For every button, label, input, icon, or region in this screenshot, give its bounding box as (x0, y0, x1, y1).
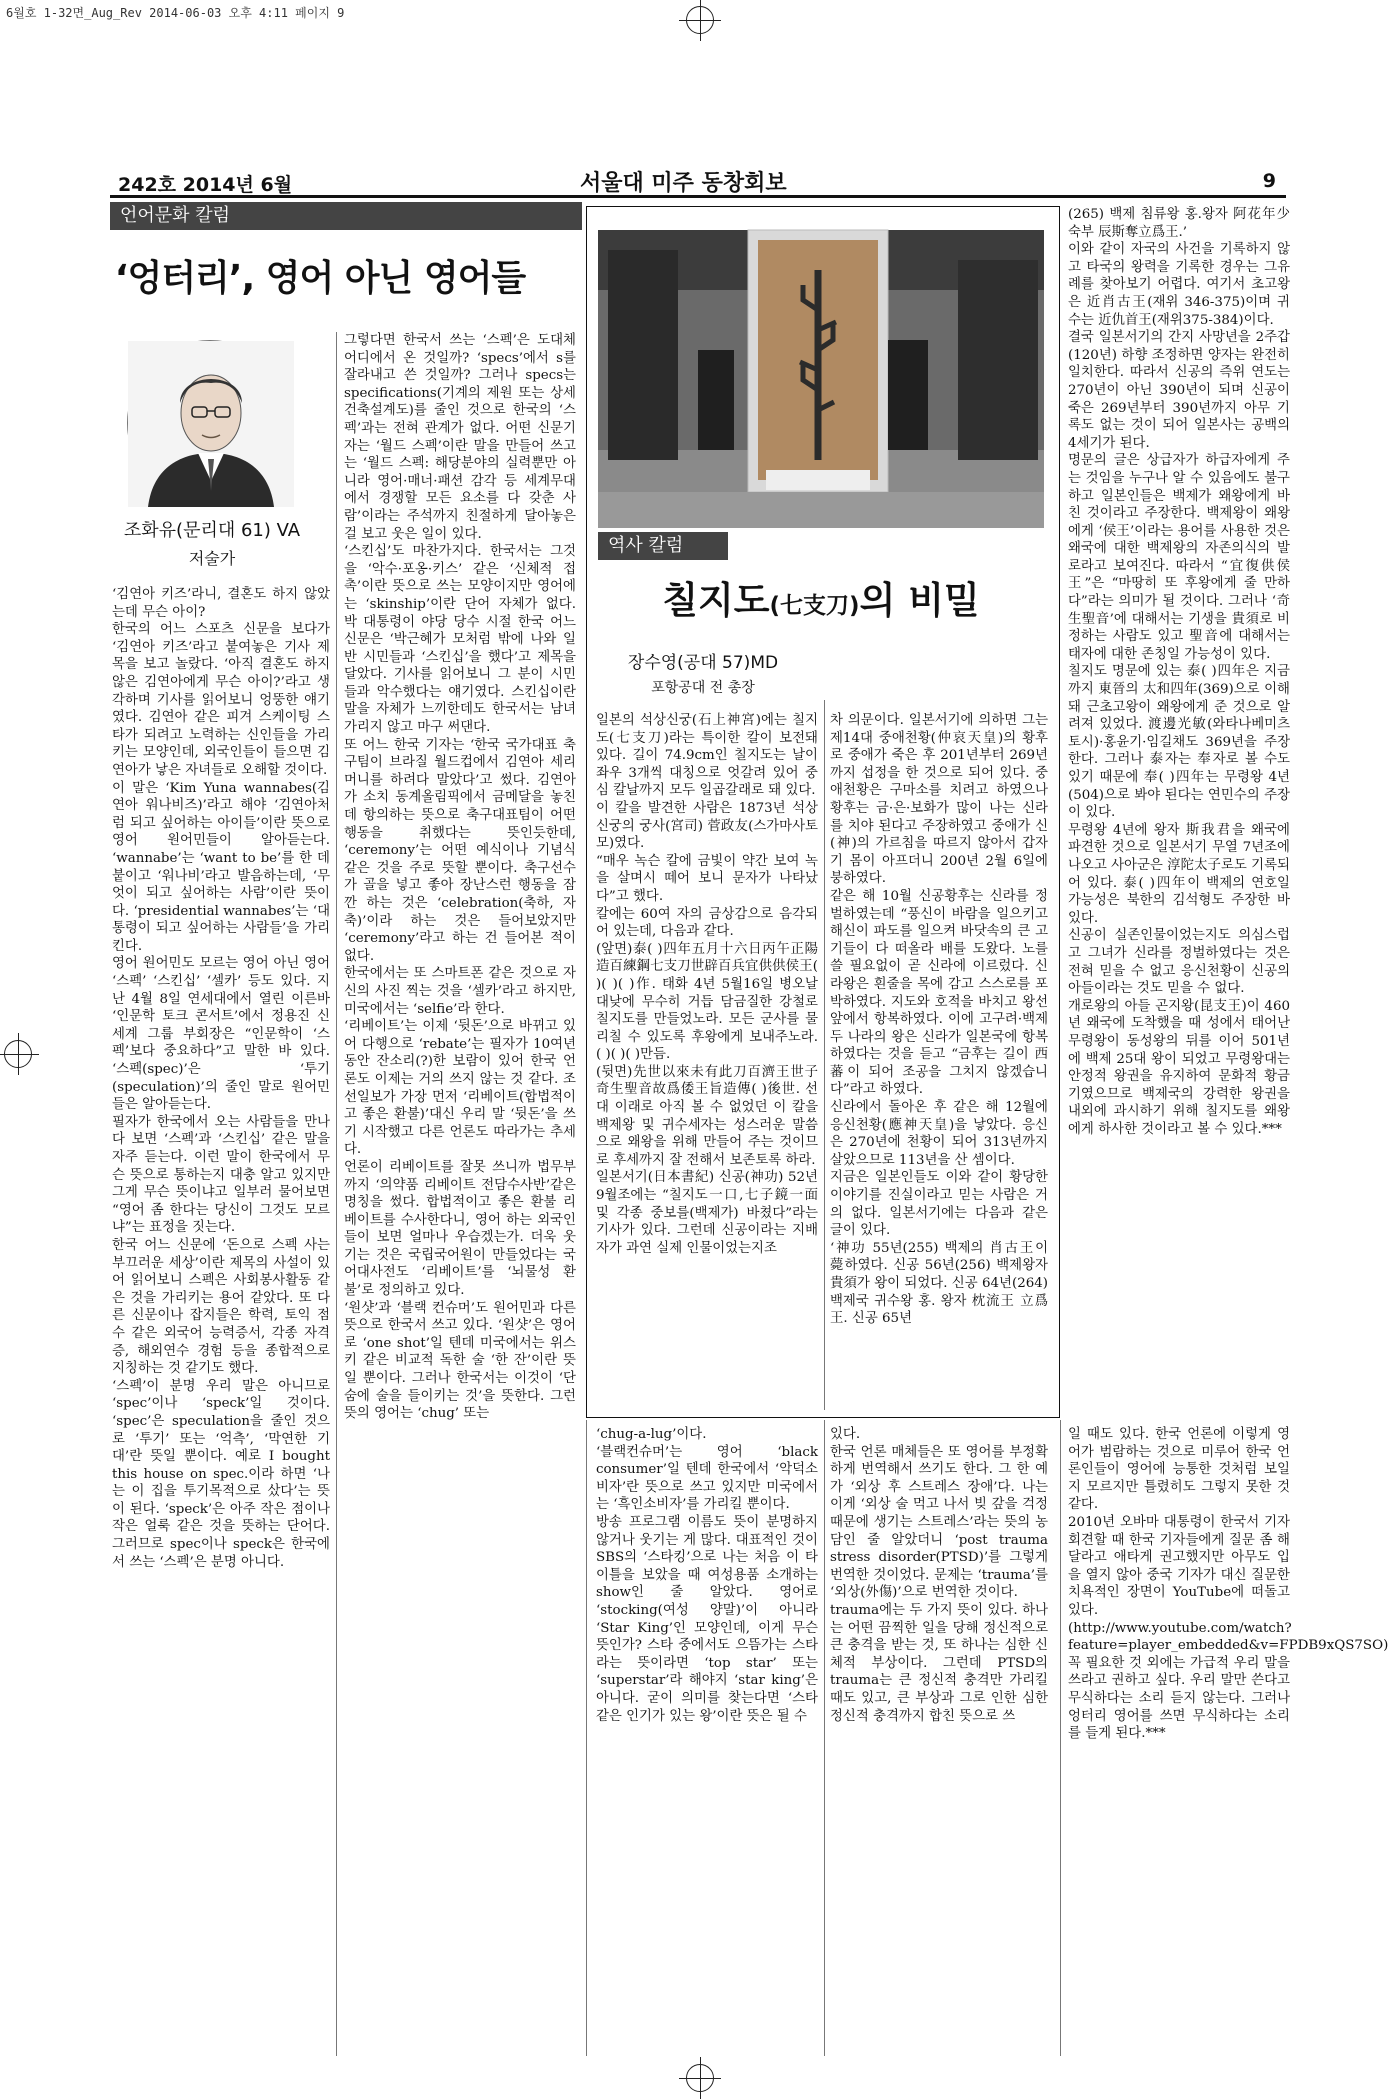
article2-byline (598, 648, 808, 697)
section-label-language: 언어문화 칼럼 (110, 202, 582, 230)
section-label-history: 역사 칼럼 (598, 532, 728, 560)
column-divider (586, 1420, 587, 2056)
article2-column-3: (265) 백제 침류왕 홍.왕자 阿花年少 숙부 辰斯奪立爲王.’ 이와 같이 자국의 사건을 기록하지 않고 타국의 왕력을 기록한 경우는 그유례를 찾아보기 어렵다. 여기서 초고왕은 近肖古王(재위 346-375)이며 귀수는 近仇首王(재위375-384)이다. 결국 일본서기의 간지 사망년을 2주갑(120년) 하향 조정하면 양자는 완전히 일치한다. 따라서 신공의 즉위 연도는 270년이 아닌 390년이 되며 신공이 죽은 269년부터 390년까지 아무 기록도 없는 것이 되어 일본사는 공백의 4세기가 된다. 명문의 글은 상급자가 하급자에게 주는 것임을 누구나 알 수 있음에도 불구하고 일본인들은 백제가 왜왕에게 바친 것이라고 주장한다. 백제왕이 왜왕에게 ‘侯王’이라는 용어를 사용한 것은 왜국에 대한 백제왕의 자존의식의 발로라고 보여진다. 따라서 “宜復供侯王”은 “마땅히 또 후왕에게 줄 만하다”라는 의미가 될 것이다. 그러나 ‘奇生聖音’에 대해서는 기생을 貴須로 비정하는 사람도 있고 聖音에 대해서는 태자에 대한 존칭일 가능성이 있다. 칠지도 명문에 있는 泰( )四年은 지금까지 東晉의 太和四年(369)으로 이해돼 근초고왕이 왜왕에게 준 것으로 알려져 있었다. 渡邊光敏(와타나베미츠토시)·홍윤기·임길채도 369년을 주장한다. 그러나 泰자는 奉자로 볼 수도 있기 때문에 奉( )四年는 무령왕 4년(504)으로 봐야 된다는 연민수의 주장이 있다. 무령왕 4년에 왕자 斯我君을 왜국에 파견한 것으로 일본서기 무열 7년조에 나오고 사아군은 淳陀太子로도 기록되어 있다. 泰( )四年이 백제의 연호일 가능성은 북한의 김석형도 주장한 바 있다. 신공이 실존인물이었는지도 의심스럽고 그녀가 신라를 정벌하였다는 것은 전혀 믿을 수 없고 응신천황이 신공의 아들이라는 것도 믿을 수 없다. 개로왕의 아들 곤지왕(昆支王)이 460년 왜국에 도착했을 때 성에서 태어난 무령왕이 동성왕의 뒤를 이어 501년에 백제 25대 왕이 되었고 무령왕대는 안정적 왕권을 유지하여 문화적 황금기였으므로 백제국의 강력한 왕권을 내외에 과시하기 위해 칠지도를 왜왕에게 하사한 것이라고 볼 수 있다.*** (1068, 207, 1290, 1137)
article1-column-5: 일 때도 있다. 한국 언론에 이렇게 영어가 범람하는 것으로 미루어 한국 언론인들이 영어에 능통한 것처럼 보일지 모르지만 틀렸히도 그렇지 못한 것 같다. 2010년 오바마 대통령이 한국서 기자회견할 때 한국 기자들에게 질문 좀 해달라고 애타게 권고했지만 아무도 입을 열지 않아 중국 기자가 대신 질문한 치욕적인 장면이 YouTube에 떠돌고 있다.(http://www.youtube.com/watch?feature=player_embedded&v=FPDB9xQS7SO) 꼭 필요한 것 외에는 가급적 우리 말을 쓰라고 권하고 싶다. 우리 말만 쓴다고 무식하다는 소리 듣지 않는다. 그러나 엉터리 영어를 쓰면 무식하다는 소리를 들게 된다.*** (1068, 1427, 1389, 1742)
article1-author-role: 저술가 (188, 549, 236, 568)
article2-column-2: 차 의문이다. 일본서기에 의하면 그는제14대 중애천황(仲哀天皇)의 황후로 중애가 죽은 후 201년부터 269년까지 섭정을 한 것으로 되어 있다. 중애천황은 구마소를 치려고 하였으나 황후는 금·은·보화가 많이 나는 신라를 치야 된다고 주장하였고 중애가 신(神)의 가르침을 따르지 않아서 갑자기 몸이 아프더니 200년 2월 6일에 붕하였다. 같은 해 10월 신공황후는 신라를 정벌하였는데 “풍신이 바람을 일으키고 해신이 파도를 일으켜 바닷속의 큰 고기들이 다 떠올라 배를 도왔다. 노를 쓸 필요없이 곧 신라에 이르렀다. 신라왕은 흰줄을 목에 감고 스스로를 포박하였다. 지도와 호적을 바치고 왕선 앞에서 항복하였다. 이에 고구려·백제 두 나라의 왕은 신라가 일본국에 항복하였다는 것을 듣고 “금후는 길이 西蕃이 되어 조공을 그치지 않겠습니다”라고 하였다. 신라에서 돌아온 후 같은 해 12월에 응신천황(應神天皇)을 낳았다. 응신은 270년에 천황이 되어 313년까지 살았으므로 113년을 산 셈이다. 지금은 일본인들도 이와 같이 황당한 이야기를 진실이라고 믿는 사람은 거의 없다. 일본서기에는 다음과 같은 글이 있다. ‘神功 55년(255) 백제의 肖古王이 薨하였다. 신공 56년(256) 백제왕자 貴須가 왕이 되었다. 신공 64년(264) 백제국 귀수왕 홍. 왕자 枕流王 立爲王. 신공 65년 (830, 713, 1048, 1327)
column-divider (1060, 1420, 1061, 2056)
page-number: 9 (1262, 170, 1276, 192)
article2-author-role: 포항공대 전 총장 (651, 680, 755, 696)
article1-column-4: 있다. 한국 언론 매체들은 또 영어를 부정확하게 번역해서 쓰기도 한다. 그 한 예가 ‘외상 후 스트레스 장애’다. 나는 이게 ‘외상 술 먹고 나서 빚 갚을 걱정 때문에 생기는 스트레스’라는 뜻의 농담인 줄 알았더니 ‘post trauma stress disorder(PTSD)’를 그렇게 번역한 것이었다. 문제는 ‘trauma’를 ‘외상(外傷)’으로 번역한 것이다. trauma에는 두 가지 뜻이 있다. 하나는 어떤 끔찍한 일을 당해 정신적으로 큰 충격을 받는 것, 또 하나는 심한 신체적 부상이다. 그런데 PTSD의 trauma는 큰 정신적 충격만 가리킬 때도 있고, 큰 부상과 그로 인한 심한 정신적 충격까지 합친 뜻으로 쓰 (830, 1427, 1048, 1724)
article2-title-main: 칠지도 (662, 579, 770, 622)
article1-author: 조화유(문리대 61) VA (123, 520, 301, 541)
seven-branched-sword-photo (598, 230, 1044, 528)
column-divider (824, 1420, 825, 2056)
registration-mark-icon (686, 6, 714, 34)
article2-column-1: 일본의 석상신궁(石上神宮)에는 칠지도(七支刀)라는 특이한 칼이 보전돼 있다. 길이 74.9cm인 칠지도는 날이 좌우 3개씩 대칭으로 엇갈려 있어 중심 칼날까지 모두 일곱갈래로 돼 있다. 이 칼을 발견한 사람은 1873년 석상신궁의 궁사(宮司) 菅政友(스가마사토모)였다. “매우 녹슨 칼에 금빛이 약간 보여 녹을 살며시 떼어 보니 문자가 나타났다”고 했다. 칼에는 60여 자의 금상감으로 음각되어 있는데, 다음과 같다. (앞면)泰( )四年五月十六日丙午正陽造百練鋼七支刀世辟百兵宜供供侯王( )( )( )作. 태화 4년 5월16일 병오날 대낮에 무수히 거듭 담금질한 강철로 칠지도를 만들었노라. 모든 군사를 물리칠 수 있도록 후왕에게 보내주노라. ( )( )( )만듬. (뒷면)先世以來未有此刀百濟王世子奇生聖音故爲倭王旨造傳( )後世. 선대 이래로 아직 볼 수 없었던 이 칼을 백제왕 및 귀수세자는 성스러운 말씀으로 왜왕을 위해 만들어 주는 것이므로 후세까지 잘 전해서 보존토록 하라. 일본서기(日本書紀) 신공(神功) 52년 9월조에는 “칠지도一口,七子鏡一面 및 각종 중보를(백제가) 바쳤다”라는 기사가 있다. 그런데 신공이라는 지배자가 과연 실제 인물이었는지조 (596, 713, 818, 1256)
article1-column-1: ‘김연아 키즈’라니, 결혼도 하지 않았는데 무슨 아이? 한국의 어느 스포츠 신문을 보다가 ‘김연아 키즈’라고 붙여놓은 기사 제목을 보고 놀랐다. ‘아직 결혼도 하지 않은 김연아에게 무슨 아이?’라고 생각하며 기사를 읽어보니 엉뚱한 얘기였다. 김연아 같은 피겨 스케이팅 스타가 되려고 노력하는 신인들을 가리키는 모양인데, 외국인들이 들으면 김연아가 낳은 자녀들로 오해할 것이다. 이 말은 ‘Kim Yuna wannabes(김연아 워나비즈)’라고 해야 ‘김연아처럼 되고 싶어하는 아이들’이란 뜻으로 영어 원어민들이 알아듣는다. ‘wannabe’는 ‘want to be’를 한 데 붙이고 ‘워나비’라고 발음하는데, ‘무엇이 되고 싶어하는 사람’이란 뜻이다. ‘presidential wannabes’는 ‘대통령이 되고 싶어하는 사람들’을 가리킨다. 영어 원어민도 모르는 영어 아닌 영어 ‘스펙’ ‘스킨십’ ‘셀카’ 등도 있다. 지난 4월 8일 연세대에서 열린 이른바 ‘인문학 토크 콘서트’에서 정용진 신세계 그룹 부회장은 “인문학이 ‘스펙’보다 중요하다”고 말한 바 있다. ‘스펙(spec)’은 ‘투기(speculation)’의 줄인 말로 원어민들은 알아듣는다. 필자가 한국에서 오는 사람들을 만나다 보면 ‘스펙’과 ‘스킨십’ 같은 말을 자주 듣는다. 이런 말이 한국에서 무슨 뜻으로 통하는지 대충 알고 있지만 그게 무슨 뜻이냐고 일부러 물어보면 “영어 좀 한다는 당신이 그것도 모르냐”는 표정을 짓는다. 한국 어느 신문에 ‘돈으로 스펙 사는 부끄러운 세상’이란 제목의 사설이 있어 읽어보니 스펙은 사회봉사활동 같은 것을 가리키는 용어 같았다. 또 다른 신문이나 잡지들은 학력, 토익 점수 같은 외국어 능력증서, 각종 자격증, 해외연수 경험 등을 종합적으로 지칭하는 것 같기도 했다. ‘스펙’이 분명 우리 말은 아니므로 ‘spec’이나 ‘speck’일 것이다. ‘spec’은 speculation을 줄인 것으로 ‘투기’ 또는 ‘억측’, ‘막연한 기대’란 뜻일 뿐이다. 예로 I bought this house on spec.이라 하면 ‘나는 이 집을 투기목적으로 샀다’는 뜻이 된다. ‘speck’은 아주 작은 점이나 작은 얼룩 같은 것을 뜻하는 단어다. 그러므로 spec이나 speck은 한국에서 쓰는 ‘스펙’은 분명 아니다. (112, 587, 330, 1570)
article1-title: ‘엉터리’, 영어 아닌 영어들 (114, 258, 526, 299)
article1-byline (112, 516, 312, 569)
print-slug: 6월호 1-32면_Aug_Rev 2014-06-03 오후 4:11 페이지 9 (6, 6, 345, 20)
registration-mark-icon (4, 1040, 32, 1068)
article2-title-hanja: (七支刀) (769, 593, 860, 619)
registration-mark-icon (686, 2064, 714, 2092)
publication-title: 서울대 미주 동창회보 (580, 171, 787, 196)
author-portrait (127, 340, 293, 506)
article1-column-3: ‘chug-a-lug’이다. ‘블랙컨슈머’는 영어 ‘black consumer’일 텐데 한국에서 ‘악덕소비자’란 뜻으로 쓰고 있지만 미국에서는 ‘흑인소비자’를 가리킬 뿐이다. 방송 프로그램 이름도 뜻이 분명하지 않거나 웃기는 게 많다. 대표적인 것이 SBS의 ‘스타킹’으로 나는 처음 이 타이틀을 보았을 때 여성용품 소개하는 show인 줄 알았다. 영어로 ‘stocking(여성 양말)’이 아니라 ‘Star King’인 모양인데, 이게 무슨 뜻인가? 스타 중에서도 으뜸가는 스타라는 뜻이라면 ‘top star’ 또는 ‘superstar’라 해야지 ‘star king’은 아니다. 굳이 의미를 찾는다면 ‘스타 같은 인기가 있는 왕’이란 뜻은 될 수 (596, 1427, 818, 1724)
column-divider (824, 700, 825, 1410)
article2-title-tail: 의 비밀 (859, 579, 980, 622)
article1-column-2: 그렇다면 한국서 쓰는 ‘스펙’은 도대체 어디에서 온 것일까? ‘specs’에서 s를 잘라내고 쓴 것일까? 그러나 specs는 specifications(기계의 제원 또는 상세 건축설계도)를 줄인 것으로 한국의 ‘스펙’과는 전혀 관계가 없다. 어떤 신문기자는 ‘월드 스펙’이란 말을 만들어 쓰고는 ‘월드 스펙: 해당분야의 실력뿐만 아니라 영어·매너·패션 감각 등 세계무대에서 경쟁할 모든 요소를 다 갖춘 사람’이라는 주석까지 친절하게 달아놓은 걸 보고 웃은 일이 있다. ‘스킨십’도 마찬가지다. 한국서는 그것을 ‘악수·포옹·키스’ 같은 ‘신체적 접촉’이란 뜻으로 쓰는 모양이지만 영어에는 ‘skinship’이란 단어 자체가 없다. 박 대통령이 야당 당수 시절 한국 어느 신문은 ‘박근혜가 모처럼 밖에 나와 일반 시민들과 ‘스킨십’을 했다’고 제목을 달았다. 기사를 읽어보니 그 분이 시민들과 악수했다는 얘기였다. 스킨십이란 말을 자체가 느끼한데도 한국서는 남녀 가리지 않고 마구 써댄다. 또 어느 한국 기자는 ‘한국 국가대표 축구팀이 브라질 월드컵에서 김연아 세리머니를 하려다 말았다’고 썼다. 김연아가 소치 동계올림픽에서 금메달을 놓친데 항의하는 뜻으로 축구대표팀이 어떤 행동을 취했다는 뜻인듯한데, ‘ceremony’는 어떤 예식이나 기념식 같은 것을 주로 뜻할 뿐이다. 축구선수가 골을 넣고 좋아 장난스런 행동을 잠깐 하는 것은 ‘celebration(축하, 자축)’이라 하는 것은 들어보았지만 ‘ceremony’라고 하는 건 들어본 적이 없다. 한국에서는 또 스마트폰 같은 것으로 자신의 사진 찍는 것을 ‘셀카’라고 하지만, 미국에서는 ‘selfie’라 한다. ‘리베이트’는 이제 ‘뒷돈’으로 바뀌고 있어 다행으로 ‘rebate’는 필자가 10여년 동안 잔소리(?)한 보람이 있어 한국 언론도 이제는 거의 쓰지 않는 것 같다. 조선일보가 가장 먼저 ‘리베이트(합법적이고 좋은 환불)’대신 우리 말 ‘뒷돈’을 쓰기 시작했고 다른 언론도 따라가는 추세다. 언론이 리베이트를 잘못 쓰니까 법무부까지 ‘의약품 리베이트 전담수사반’같은 명칭을 썼다. 합법적이고 좋은 환불 리베이트를 수사한다니, 영어 하는 외국인들이 보면 얼마나 우습겠는가. 더욱 웃기는 것은 국립국어원이 만들었다는 국어대사전도 ‘리베이트’를 ‘뇌물성 환불’로 정의하고 있다. ‘원샷’과 ‘블랙 컨슈머’도 원어민과 다른 뜻으로 한국서 쓰고 있다. ‘원샷’은 영어로 ‘one shot’일 텐데 미국에서는 위스키 같은 비교적 독한 술 ‘한 잔’이란 뜻일 뿐이다. 그러나 한국서는 이것이 ‘단숨에 술을 들이키는 것’을 뜻한다. 그런 뜻의 영어는 ‘chug’ 또는 (344, 333, 576, 1422)
column-divider (336, 332, 337, 2056)
article2-author: 장수영(공대 57)MD (627, 653, 779, 673)
issue-label: 242호 2014년 6월 (118, 174, 293, 196)
page-header (110, 168, 1286, 198)
article2-title (596, 570, 1046, 624)
